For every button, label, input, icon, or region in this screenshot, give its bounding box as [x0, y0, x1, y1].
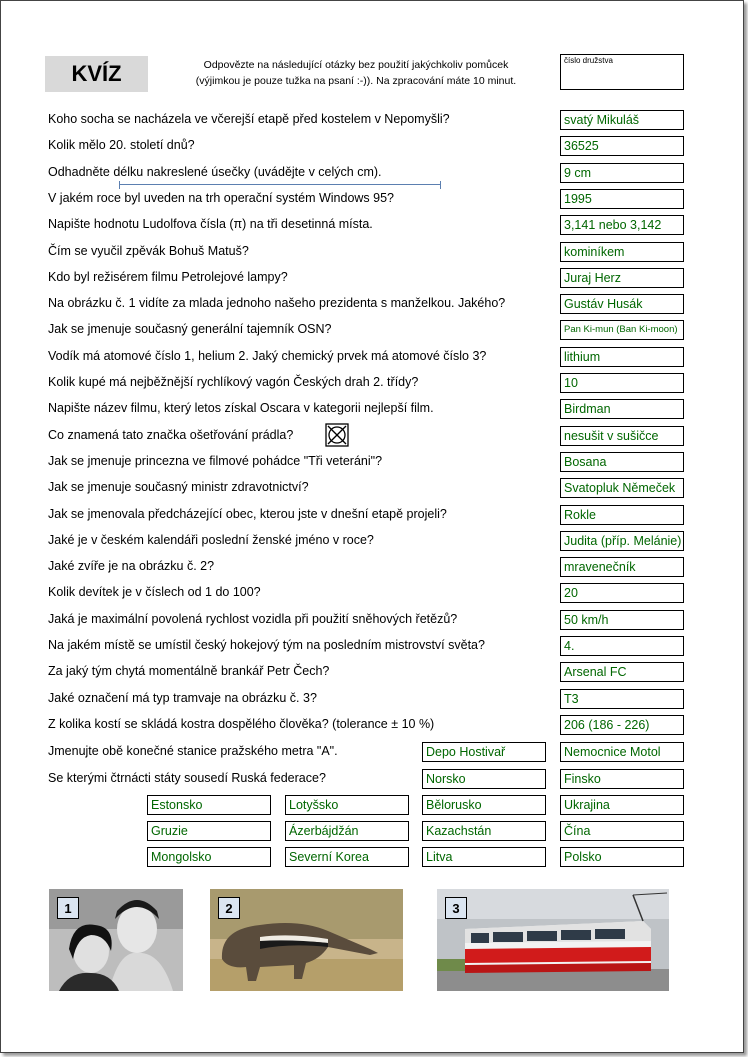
question-text: Co znamená tato značka ošetřování prádla?	[48, 428, 294, 442]
question-text: Jaké je v českém kalendáři poslední ženské jméno v roce?	[48, 533, 374, 547]
photo-2-anteater	[210, 889, 403, 991]
instructions-line-1: Odpovězte na následující otázky bez použití jakýchkoliv pomůcek	[203, 59, 509, 71]
question-text: Jak se jmenuje princezna ve filmové pohádce "Tři veteráni"?	[48, 454, 383, 468]
question-text: Kdo byl režisérem filmu Petrolejové lampy?	[48, 270, 288, 284]
question-text: Napište název filmu, který letos získal Oscara v kategorii nejlepší film.	[48, 401, 434, 415]
answer-field[interactable]: lithium	[560, 347, 684, 367]
tram-photo-image	[437, 889, 669, 991]
answer-field[interactable]: mravenečník	[560, 557, 684, 577]
answer-russia-neighbor[interactable]: Gruzie	[147, 821, 271, 841]
question-text: Jaké označení má typ tramvaje na obrázku č. 3?	[48, 691, 317, 705]
photo-number-badge: 3	[445, 897, 467, 919]
question-text: Vodík má atomové číslo 1, helium 2. Jaký chemický prvek má atomové číslo 3?	[48, 349, 487, 363]
answer-field[interactable]: 20	[560, 583, 684, 603]
answer-field[interactable]: 1995	[560, 189, 684, 209]
answer-russia-neighbor[interactable]: Severní Korea	[285, 847, 409, 867]
answer-russia-neighbor[interactable]: Estonsko	[147, 795, 271, 815]
answer-field[interactable]: kominíkem	[560, 242, 684, 262]
question-text: Čím se vyučil zpěvák Bohuš Matuš?	[48, 244, 249, 258]
question-text: Jak se jmenovala předcházející obec, kterou jste v dnešní etapě projeli?	[48, 507, 447, 521]
quiz-title: KVÍZ	[45, 56, 148, 92]
question-text: Jaká je maximální povolená rychlost vozidla při použití sněhových řetězů?	[48, 612, 458, 626]
answer-russia-neighbor[interactable]: Mongolsko	[147, 847, 271, 867]
answer-russia-neighbor[interactable]: Norsko	[422, 769, 546, 789]
answer-russia-neighbor[interactable]: Finsko	[560, 769, 684, 789]
answer-field[interactable]: 4.	[560, 636, 684, 656]
photo-3-tram	[437, 889, 669, 991]
question-text: V jakém roce byl uveden na trh operační systém Windows 95?	[48, 191, 395, 205]
answer-field[interactable]: Gustáv Husák	[560, 294, 684, 314]
question-text: Na jakém místě se umístil český hokejový tým na posledním mistrovství světa?	[48, 638, 485, 652]
answer-russia-neighbor[interactable]: Polsko	[560, 847, 684, 867]
answer-field[interactable]: Arsenal FC	[560, 662, 684, 682]
answer-russia-neighbor[interactable]: Ukrajina	[560, 795, 684, 815]
answer-field[interactable]: 50 km/h	[560, 610, 684, 630]
question-text: Z kolika kostí se skládá kostra dospělého člověka? (tolerance ± 10 %)	[48, 717, 435, 731]
question-text: Jaké zvíře je na obrázku č. 2?	[48, 559, 215, 573]
question-text: Jak se jmenuje současný ministr zdravotnictví?	[48, 480, 309, 494]
answer-field[interactable]: nesušit v sušičce	[560, 426, 684, 446]
photo-1-couple	[49, 889, 183, 991]
answer-russia-neighbor[interactable]: Kazachstán	[422, 821, 546, 841]
instructions	[166, 57, 546, 89]
question-text: Kolik kupé má nejběžnější rychlíkový vagón Českých drah 2. třídy?	[48, 375, 419, 389]
team-number-label: číslo družstva	[564, 56, 613, 65]
answer-russia-neighbor[interactable]: Ázerbájdžán	[285, 821, 409, 841]
answer-field[interactable]: 9 cm	[560, 163, 684, 183]
answer-field[interactable]: 206 (186 - 226)	[560, 715, 684, 735]
answer-field[interactable]: Pan Ki-mun (Ban Ki-moon)	[560, 320, 684, 340]
line-end-tick	[440, 181, 441, 189]
answer-field[interactable]: svatý Mikuláš	[560, 110, 684, 130]
answer-field[interactable]: 3,141 nebo 3,142	[560, 215, 684, 235]
question-metro: Jmenujte obě konečné stanice pražského metra "A".	[48, 744, 338, 758]
photo-number-badge: 2	[218, 897, 240, 919]
do-not-tumble-dry-icon	[325, 423, 349, 447]
answer-metro-1[interactable]: Depo Hostivař	[422, 742, 546, 762]
question-text: Za jaký tým chytá momentálně brankář Petr Čech?	[48, 664, 330, 678]
answer-field[interactable]: 36525	[560, 136, 684, 156]
question-text: Kolik devítek je v číslech od 1 do 100?	[48, 585, 261, 599]
question-russia: Se kterými čtrnácti státy sousedí Ruská federace?	[48, 771, 326, 785]
answer-field[interactable]: 10	[560, 373, 684, 393]
answer-field[interactable]: T3	[560, 689, 684, 709]
question-text: Odhadněte délku nakreslené úsečky (uvádějte v celých cm).	[48, 165, 382, 179]
question-text: Kolik mělo 20. století dnů?	[48, 138, 195, 152]
answer-field[interactable]: Rokle	[560, 505, 684, 525]
line-start-tick	[119, 181, 120, 189]
question-text: Napište hodnotu Ludolfova čísla (π) na tři desetinná místa.	[48, 217, 373, 231]
answer-field[interactable]: Svatopluk Němeček	[560, 478, 684, 498]
question-text: Koho socha se nacházela ve včerejší etapě před kostelem v Nepomyšli?	[48, 112, 450, 126]
answer-field[interactable]: Juraj Herz	[560, 268, 684, 288]
team-number-field[interactable]	[560, 54, 684, 90]
question-text: Na obrázku č. 1 vidíte za mlada jednoho našeho prezidenta s manželkou. Jakého?	[48, 296, 506, 310]
answer-russia-neighbor[interactable]: Litva	[422, 847, 546, 867]
answer-russia-neighbor[interactable]: Lotyšsko	[285, 795, 409, 815]
answer-metro-2[interactable]: Nemocnice Motol	[560, 742, 684, 762]
instructions-line-2: (výjimkou je pouze tužka na psaní :-)). Na zpracování máte 10 minut.	[195, 75, 517, 87]
answer-field[interactable]: Bosana	[560, 452, 684, 472]
estimate-line-segment	[119, 184, 441, 185]
photo-number-badge: 1	[57, 897, 79, 919]
question-text: Jak se jmenuje současný generální tajemník OSN?	[48, 322, 332, 336]
answer-field[interactable]: Birdman	[560, 399, 684, 419]
answer-russia-neighbor[interactable]: Bělorusko	[422, 795, 546, 815]
answer-field[interactable]: Judita (příp. Melánie)	[560, 531, 684, 551]
answer-russia-neighbor[interactable]: Čína	[560, 821, 684, 841]
